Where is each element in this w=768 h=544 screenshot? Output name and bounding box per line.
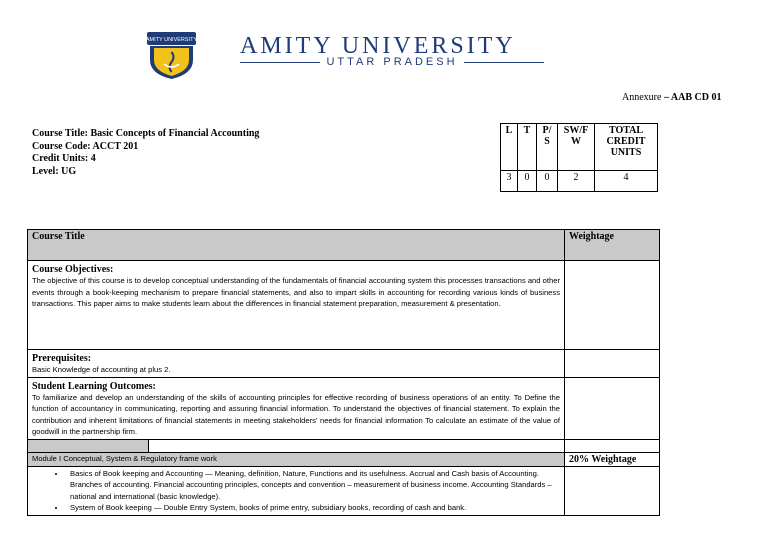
spacer-weightage-cell: [565, 439, 660, 452]
spacer-row: [28, 439, 660, 452]
subtitle-rule-left: [240, 62, 320, 63]
prerequisites-title: Prerequisites:: [32, 353, 92, 364]
credit-value-swfw: 2: [558, 171, 595, 192]
credit-header-l: L: [501, 124, 518, 171]
credit-value-t: 0: [518, 171, 537, 192]
course-info: [32, 128, 259, 178]
module1-weightage: 20% Weightage: [565, 452, 660, 466]
objectives-weightage-cell: [565, 261, 660, 350]
module1-bullet-2: • System of Book keeping — Double Entry System, books of prime entry, subsidiary books, recording of cash and bank.: [66, 502, 560, 514]
prerequisites-weightage-cell: [565, 350, 660, 378]
objectives-cell: [28, 261, 565, 350]
module1-title: Module I Conceptual, System & Regulatory frame work: [28, 452, 565, 466]
objectives-title: Course Objectives:: [32, 264, 114, 275]
credit-table: [500, 123, 658, 192]
outcomes-weightage-cell: [565, 377, 660, 439]
module1-bullet-list: [32, 468, 560, 514]
university-location: UTTAR PRADESH: [326, 56, 458, 68]
annexure-code: – AAB CD 01: [663, 92, 722, 103]
objectives-row: [28, 261, 660, 350]
level-line: Level: UG: [32, 165, 77, 177]
credit-value-row: [501, 171, 658, 192]
course-title-line: Course Title: Basic Concepts of Financial Accounting: [32, 128, 260, 139]
table-header-row: [28, 230, 660, 261]
prerequisites-text: Basic Knowledge of accounting at plus 2.: [32, 365, 171, 374]
module1-content-row: [28, 466, 660, 515]
module1-content-cell: [28, 466, 565, 515]
annexure-text: Annexure: [622, 92, 662, 103]
subtitle-rule-right: [464, 62, 544, 63]
credit-header-ps: P/ S: [537, 124, 558, 171]
module1-header-row: [28, 452, 660, 466]
course-code-line: Course Code: ACCT 201: [32, 140, 139, 152]
outcomes-cell: [28, 377, 565, 439]
course-content-table: [27, 229, 660, 516]
column-header-course-title: Course Title: [28, 230, 565, 261]
university-name: AMITY UNIVERSITY: [240, 33, 516, 59]
outcomes-text: To familiarize and develop an understanding of the skills of accounting principles for effective recording of business operations of an entity. To Define the function of accountancy in communicating, reporting and assuring financial information. To understand the objectives of financial statement. To explain the contribution and inherent limitations of financial statements in meeting stakeholders' needs for financial information To calculate an estimate of the value of goodwill in the partnership firm.: [32, 392, 560, 436]
module1-bullet-1: • Basics of Book keeping and Accounting — Meaning, definition, Nature, Functions and its usefulness. Accrual and Cash basis of Accounting. Branches of accounting. Financial accounting principles, concepts and convention – measurement of business income. Accounting Standards – national and international (basic knowledge).: [66, 468, 560, 503]
spacer-shade: [28, 440, 149, 452]
annexure-label: [622, 92, 721, 103]
objectives-text: The objective of this course is to develop conceptual understanding of the fundamentals of financial accounting system this processes transactions and other events through a book-keeping mechanism to prepare financial statements, and also to impart skills in accounting for recording various kinds of business transactions. This paper aims to make students learn about the differences in financial statement preparation, measurement & presentation.: [32, 276, 560, 308]
university-logo: [144, 30, 199, 80]
outcomes-row: [28, 377, 660, 439]
credit-header-total: TOTAL CREDIT UNITS: [595, 124, 658, 171]
credit-value-l: 3: [501, 171, 518, 192]
credit-units-line: Credit Units: 4: [32, 153, 96, 164]
module1-weightage-cell: [565, 466, 660, 515]
credit-header-t: T: [518, 124, 537, 171]
svg-text:AMITY UNIVERSITY: AMITY UNIVERSITY: [145, 37, 198, 43]
credit-value-ps: 0: [537, 171, 558, 192]
outcomes-title: Student Learning Outcomes:: [32, 380, 156, 392]
prerequisites-row: [28, 350, 660, 378]
credit-value-total: 4: [595, 171, 658, 192]
university-subtitle: [240, 56, 544, 68]
amity-crest-icon: [144, 30, 199, 80]
prerequisites-cell: [28, 350, 565, 378]
credit-header-row: [501, 124, 658, 171]
spacer-cell: [28, 439, 565, 452]
credit-header-swfw: SW/F W: [558, 124, 595, 171]
column-header-weightage: Weightage: [565, 230, 660, 261]
